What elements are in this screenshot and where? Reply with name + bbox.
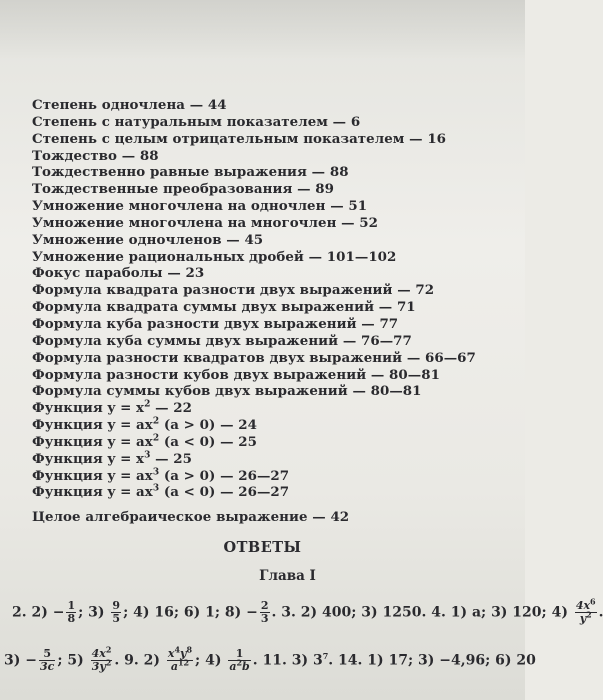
fraction-numerator-base: x (167, 647, 175, 660)
index-entry: Формула куба разности двух выражений — 77 (32, 315, 399, 332)
index-entry-function (32, 484, 512, 501)
answers-heading: ОТВЕТЫ (223, 539, 302, 556)
answer-text: . 9. 2) (114, 652, 165, 669)
function-pages: — 22 (150, 400, 193, 417)
index-entry: Формула разности кубов двух выражений — 80—81 (32, 366, 440, 383)
function-formula: Функция y = ax (32, 484, 153, 501)
fraction-denominator (575, 609, 597, 625)
index-entry: Степень с натуральным показателем — 6 (32, 113, 361, 130)
fraction-denominator: 8 (67, 612, 76, 625)
fraction-denominator-base: a (229, 660, 237, 673)
fraction-numerator: 5 (39, 648, 55, 661)
exponent: 2 (152, 416, 160, 427)
fraction (167, 644, 193, 673)
fraction-numerator-base: y (180, 647, 187, 660)
exponent: 2 (105, 657, 112, 668)
answer-text: ; 5) (57, 652, 89, 669)
page-top-shadow (0, 0, 525, 60)
index-entry: Степень с целым отрицательным показателем — 16 (32, 130, 447, 147)
function-formula: Функция y = ax (32, 467, 153, 484)
fraction-numerator-base: 4x (91, 647, 106, 660)
answers-line-1 (12, 596, 603, 625)
fraction-denominator-base: b (242, 660, 250, 673)
fraction (228, 648, 250, 673)
index-entry: Тождественно равные выражения — 88 (32, 164, 349, 181)
index-entry: Целое алгебраическое выражение — 42 (32, 509, 350, 526)
fraction (575, 596, 597, 625)
exponent: 4 (174, 644, 181, 655)
fraction-denominator-base: y (579, 612, 587, 625)
index-entry: Степень одночлена — 44 (32, 97, 227, 113)
function-formula: Функция y = x (32, 400, 145, 417)
exponent: 2 (152, 433, 160, 444)
fraction-denominator (228, 657, 250, 673)
index-entry-function (32, 468, 512, 485)
chapter-heading: Глава I (259, 568, 316, 584)
function-pages: (a < 0) — 25 (159, 433, 257, 450)
exponent: 2 (236, 657, 243, 668)
fraction (39, 648, 55, 673)
function-formula: Функция y = ax (32, 417, 153, 434)
index-entry: Фокус параболы — 23 (32, 265, 205, 282)
index-entry: Умножение рациональных дробей — 101—102 (32, 248, 397, 265)
index-entry-function (32, 417, 512, 434)
function-formula: Функция y = x (32, 450, 145, 467)
exponent: 3 (152, 483, 160, 494)
answers-line-2 (4, 644, 536, 673)
fraction-denominator (167, 657, 193, 673)
exponent: 2 (144, 399, 151, 410)
index-entry-function (32, 434, 512, 451)
index-entry: Формула квадрата разности двух выражений — 72 (32, 282, 435, 299)
fraction (260, 600, 270, 625)
fraction-denominator (91, 657, 113, 673)
fraction-numerator: 1 (67, 599, 76, 612)
fraction-denominator-base: a (170, 660, 178, 673)
fraction (66, 600, 76, 625)
fraction-denominator: 3 (260, 612, 269, 625)
exponent: 2 (586, 609, 592, 620)
answer-text: . (598, 604, 603, 621)
exponent: 12 (177, 657, 190, 668)
index-entry: Формула куба суммы двух выражений — 76—77 (32, 332, 412, 349)
fraction-numerator: 9 (112, 599, 121, 612)
answer-text: ; 3) (78, 604, 110, 621)
answer-text: ; 4) (195, 652, 227, 669)
exponent: 8 (186, 644, 193, 655)
fraction-denominator: 3c (39, 660, 55, 673)
index-entry: Умножение многочлена на многочлен — 52 (32, 214, 379, 231)
fraction-denominator-base: 3y (91, 660, 106, 673)
function-pages: — 25 (150, 450, 193, 467)
index-entry: Формула разности квадратов двух выражений — 66—67 (32, 349, 476, 366)
answer-text: . 11. 3) 3 (252, 652, 323, 669)
fraction-numerator-base: 4x (575, 599, 591, 612)
function-formula: Функция y = ax (32, 433, 153, 450)
function-pages: (a > 0) — 26—27 (159, 467, 290, 484)
index-entry: Умножение многочлена на одночлен — 51 (32, 198, 368, 215)
answer-text: 3) − (4, 652, 37, 669)
answer-text: . 14. 1) 17; 3) −4,96; 6) 20 (328, 652, 536, 669)
answer-text: . 3. 2) 400; 3) 1250. 4. 1) a; 3) 120; 4) (271, 604, 573, 621)
subject-index (32, 97, 512, 526)
exponent: 3 (144, 450, 151, 461)
index-entry-function (32, 400, 512, 417)
answer-text: 2. 2) − (12, 604, 65, 621)
index-entry: Тождество — 88 (32, 147, 159, 164)
index-entry: Умножение одночленов — 45 (32, 231, 264, 248)
fraction (91, 644, 113, 673)
exponent: 7 (322, 650, 329, 661)
fraction (111, 600, 121, 625)
fraction-numerator: 2 (260, 599, 269, 612)
exponent: 3 (152, 467, 160, 478)
index-entry-function (32, 451, 512, 468)
function-pages: (a < 0) — 26—27 (159, 484, 290, 501)
index-entry: Формула квадрата суммы двух выражений — 71 (32, 299, 416, 316)
index-entry: Формула суммы кубов двух выражений — 80—81 (32, 383, 422, 400)
exponent: 6 (590, 596, 596, 607)
fraction-denominator: 5 (112, 612, 121, 625)
answer-text: ; 4) 16; 6) 1; 8) − (123, 604, 258, 621)
exponent: 2 (105, 644, 112, 655)
function-pages: (a > 0) — 24 (159, 417, 257, 434)
index-entry: Тождественные преобразования — 89 (32, 181, 335, 198)
fraction-numerator: 1 (228, 648, 250, 661)
